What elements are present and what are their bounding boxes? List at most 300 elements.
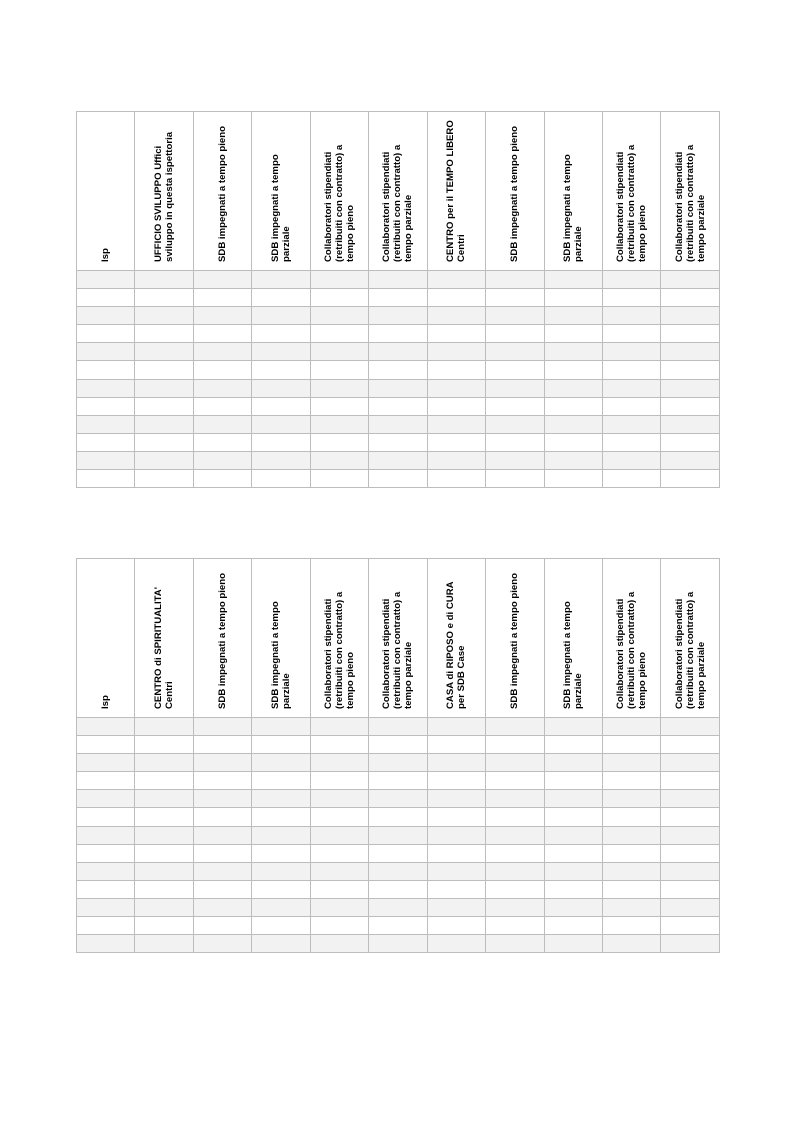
table-cell[interactable] (135, 790, 193, 808)
table-cell[interactable] (602, 844, 660, 862)
table-cell[interactable] (77, 289, 135, 307)
table-cell[interactable] (77, 397, 135, 415)
table-cell[interactable] (310, 772, 368, 790)
table-cell[interactable] (661, 772, 719, 790)
table-cell[interactable] (486, 433, 544, 451)
table-cell[interactable] (544, 844, 602, 862)
table-cell[interactable] (135, 289, 193, 307)
table-cell[interactable] (661, 935, 719, 953)
table-cell[interactable] (369, 917, 427, 935)
table-cell[interactable] (544, 433, 602, 451)
table-cell[interactable] (427, 415, 485, 433)
table-cell[interactable] (77, 917, 135, 935)
column-header-label: Isp (100, 248, 112, 262)
table-cell[interactable] (135, 379, 193, 397)
table-cell[interactable] (544, 862, 602, 880)
table-cell[interactable] (77, 826, 135, 844)
table-cell[interactable] (135, 736, 193, 754)
table-cell[interactable] (602, 451, 660, 469)
table-cell[interactable] (427, 718, 485, 736)
table-cell[interactable] (544, 935, 602, 953)
table-cell[interactable] (193, 935, 251, 953)
table-cell[interactable] (486, 736, 544, 754)
table-cell[interactable] (252, 826, 310, 844)
table-cell[interactable] (193, 844, 251, 862)
column-header-label: Collaboratori stipendiati (retribuiti con contratto) a tempo parziale (673, 591, 707, 709)
table-cell[interactable] (193, 379, 251, 397)
table-cell[interactable] (310, 271, 368, 289)
table-cell[interactable] (252, 736, 310, 754)
table-cell[interactable] (544, 718, 602, 736)
table-cell[interactable] (77, 307, 135, 325)
table-cell[interactable] (252, 935, 310, 953)
table-cell[interactable] (193, 772, 251, 790)
table-cell[interactable] (310, 844, 368, 862)
table-cell[interactable] (252, 470, 310, 488)
table-cell[interactable] (427, 397, 485, 415)
table-cell[interactable] (252, 433, 310, 451)
table-cell[interactable] (252, 898, 310, 916)
table-cell[interactable] (661, 307, 719, 325)
table-cell[interactable] (369, 844, 427, 862)
table-cell[interactable] (369, 862, 427, 880)
table-cell[interactable] (77, 361, 135, 379)
table-cell[interactable] (544, 917, 602, 935)
table-cell[interactable] (310, 808, 368, 826)
table-cell[interactable] (369, 880, 427, 898)
table-cell[interactable] (135, 844, 193, 862)
table-cell[interactable] (135, 917, 193, 935)
table-cell[interactable] (369, 898, 427, 916)
table-cell[interactable] (135, 433, 193, 451)
table-cell[interactable] (135, 808, 193, 826)
table-cell[interactable] (661, 808, 719, 826)
table-cell[interactable] (310, 361, 368, 379)
table-cell[interactable] (369, 772, 427, 790)
column-header (661, 559, 719, 718)
table-cell[interactable] (193, 361, 251, 379)
table-cell[interactable] (427, 935, 485, 953)
table-cell[interactable] (193, 415, 251, 433)
table-cell[interactable] (427, 844, 485, 862)
table-cell[interactable] (77, 470, 135, 488)
table-cell[interactable] (310, 451, 368, 469)
table-cell[interactable] (252, 917, 310, 935)
table-cell[interactable] (427, 289, 485, 307)
table-cell[interactable] (602, 826, 660, 844)
table-cell[interactable] (252, 451, 310, 469)
table-cell[interactable] (486, 880, 544, 898)
table-cell[interactable] (602, 718, 660, 736)
table-cell[interactable] (661, 790, 719, 808)
table-cell[interactable] (135, 898, 193, 916)
table-cell[interactable] (77, 880, 135, 898)
table-cell[interactable] (193, 790, 251, 808)
table-cell[interactable] (602, 343, 660, 361)
table-cell[interactable] (135, 772, 193, 790)
column-header (310, 559, 368, 718)
table-cell[interactable] (310, 343, 368, 361)
table-row (77, 271, 720, 289)
column-header-label: SDB impegnati a tempo parziale (270, 601, 293, 709)
table-cell[interactable] (369, 736, 427, 754)
table-cell[interactable] (427, 790, 485, 808)
table-cell[interactable] (193, 718, 251, 736)
table-cell[interactable] (486, 898, 544, 916)
table-cell[interactable] (369, 361, 427, 379)
table-row (77, 736, 720, 754)
table-cell[interactable] (544, 898, 602, 916)
table-cell[interactable] (661, 862, 719, 880)
table-cell[interactable] (77, 451, 135, 469)
table-cell[interactable] (135, 754, 193, 772)
table-cell[interactable] (193, 754, 251, 772)
table-cell[interactable] (77, 808, 135, 826)
table-row (77, 325, 720, 343)
table-cell[interactable] (602, 790, 660, 808)
table-cell[interactable] (661, 397, 719, 415)
table-cell[interactable] (544, 343, 602, 361)
table-cell[interactable] (193, 307, 251, 325)
table-cell[interactable] (369, 754, 427, 772)
table-cell[interactable] (544, 790, 602, 808)
table-cell[interactable] (602, 917, 660, 935)
table-cell[interactable] (427, 470, 485, 488)
table-cell[interactable] (544, 307, 602, 325)
table-cell[interactable] (602, 397, 660, 415)
table-cell[interactable] (310, 790, 368, 808)
table-cell[interactable] (486, 271, 544, 289)
table-cell[interactable] (252, 271, 310, 289)
column-header-label: Isp (100, 695, 112, 709)
table-cell[interactable] (544, 470, 602, 488)
table-cell[interactable] (602, 898, 660, 916)
table-cell[interactable] (544, 397, 602, 415)
table-cell[interactable] (310, 935, 368, 953)
table-cell[interactable] (602, 415, 660, 433)
table-cell[interactable] (193, 433, 251, 451)
table-cell[interactable] (369, 271, 427, 289)
table-cell[interactable] (252, 718, 310, 736)
table-cell[interactable] (427, 379, 485, 397)
table-cell[interactable] (310, 898, 368, 916)
table-cell[interactable] (77, 935, 135, 953)
table-cell[interactable] (427, 325, 485, 343)
table-cell[interactable] (427, 361, 485, 379)
table-cell[interactable] (661, 289, 719, 307)
table-cell[interactable] (77, 772, 135, 790)
table-cell[interactable] (252, 880, 310, 898)
table-cell[interactable] (193, 470, 251, 488)
table-cell[interactable] (193, 898, 251, 916)
table-cell[interactable] (310, 433, 368, 451)
table-cell[interactable] (427, 898, 485, 916)
table-cell[interactable] (77, 379, 135, 397)
table-cell[interactable] (310, 307, 368, 325)
table-cell[interactable] (544, 271, 602, 289)
table-cell[interactable] (544, 451, 602, 469)
table-cell[interactable] (252, 307, 310, 325)
table-cell[interactable] (77, 718, 135, 736)
table-cell[interactable] (602, 862, 660, 880)
table-cell[interactable] (252, 361, 310, 379)
table-cell[interactable] (369, 325, 427, 343)
table-cell[interactable] (427, 343, 485, 361)
table-cell[interactable] (486, 844, 544, 862)
table-cell[interactable] (427, 754, 485, 772)
table-cell[interactable] (310, 397, 368, 415)
table-cell[interactable] (661, 271, 719, 289)
table-cell[interactable] (77, 325, 135, 343)
table-cell[interactable] (486, 935, 544, 953)
table-row (77, 844, 720, 862)
table-cell[interactable] (602, 880, 660, 898)
table-cell[interactable] (252, 844, 310, 862)
column-header-label: SDB impegnati a tempo parziale (562, 601, 585, 709)
table-cell[interactable] (661, 718, 719, 736)
table-cell[interactable] (602, 271, 660, 289)
table-cell[interactable] (310, 736, 368, 754)
table-cell[interactable] (602, 307, 660, 325)
table-cell[interactable] (135, 718, 193, 736)
table-cell[interactable] (486, 826, 544, 844)
table-cell[interactable] (369, 289, 427, 307)
table-row (77, 379, 720, 397)
table-cell[interactable] (369, 379, 427, 397)
table-cell[interactable] (661, 898, 719, 916)
table-row (77, 451, 720, 469)
table-cell[interactable] (661, 415, 719, 433)
table-cell[interactable] (602, 935, 660, 953)
table-cell[interactable] (310, 754, 368, 772)
table-cell[interactable] (193, 289, 251, 307)
table-cell[interactable] (369, 935, 427, 953)
table-cell[interactable] (427, 917, 485, 935)
table-cell[interactable] (427, 433, 485, 451)
table-cell[interactable] (310, 470, 368, 488)
table-cell[interactable] (193, 736, 251, 754)
table-cell[interactable] (427, 880, 485, 898)
column-header-label: Collaboratori stipendiati (retribuiti con contratto) a tempo pieno (322, 144, 356, 262)
table-cell[interactable] (135, 343, 193, 361)
table-cell[interactable] (661, 343, 719, 361)
table-cell[interactable] (77, 433, 135, 451)
table-cell[interactable] (252, 379, 310, 397)
table-cell[interactable] (369, 307, 427, 325)
table-cell[interactable] (135, 470, 193, 488)
table-cell[interactable] (486, 415, 544, 433)
table-cell[interactable] (602, 772, 660, 790)
table-cell[interactable] (193, 917, 251, 935)
table-cell[interactable] (486, 917, 544, 935)
table-cell[interactable] (602, 470, 660, 488)
table-cell[interactable] (193, 451, 251, 469)
table-cell[interactable] (427, 826, 485, 844)
table-cell[interactable] (427, 808, 485, 826)
table-cell[interactable] (544, 325, 602, 343)
table-cell[interactable] (427, 271, 485, 289)
table-cell[interactable] (427, 307, 485, 325)
table-cell[interactable] (135, 451, 193, 469)
table-cell[interactable] (310, 325, 368, 343)
table-cell[interactable] (661, 754, 719, 772)
table-cell[interactable] (661, 325, 719, 343)
table-cell[interactable] (544, 754, 602, 772)
table-cell[interactable] (602, 379, 660, 397)
table-cell[interactable] (135, 325, 193, 343)
table-cell[interactable] (661, 451, 719, 469)
table-cell[interactable] (252, 289, 310, 307)
table-cell[interactable] (369, 343, 427, 361)
table-cell[interactable] (77, 736, 135, 754)
table-cell[interactable] (77, 844, 135, 862)
table-cell[interactable] (661, 379, 719, 397)
table-cell[interactable] (486, 361, 544, 379)
table-cell[interactable] (135, 880, 193, 898)
table-cell[interactable] (369, 415, 427, 433)
table-cell[interactable] (252, 808, 310, 826)
table-cell[interactable] (135, 397, 193, 415)
table-cell[interactable] (661, 880, 719, 898)
table-row (77, 898, 720, 916)
table-cell[interactable] (193, 880, 251, 898)
table-cell[interactable] (486, 808, 544, 826)
table-cell[interactable] (602, 289, 660, 307)
table-cell[interactable] (252, 754, 310, 772)
table-row (77, 397, 720, 415)
table-cell[interactable] (602, 325, 660, 343)
table-cell[interactable] (369, 718, 427, 736)
table-cell[interactable] (602, 433, 660, 451)
table-cell[interactable] (661, 736, 719, 754)
table-cell[interactable] (544, 289, 602, 307)
table-row (77, 415, 720, 433)
table-cell[interactable] (427, 862, 485, 880)
table-cell[interactable] (252, 397, 310, 415)
table-cell[interactable] (661, 844, 719, 862)
table-cell[interactable] (310, 718, 368, 736)
table-cell[interactable] (135, 935, 193, 953)
table-cell[interactable] (77, 862, 135, 880)
column-header (369, 112, 427, 271)
table-row (77, 343, 720, 361)
table-row (77, 433, 720, 451)
table-cell[interactable] (661, 470, 719, 488)
table-cell[interactable] (602, 361, 660, 379)
table-cell[interactable] (486, 307, 544, 325)
table-cell[interactable] (77, 898, 135, 916)
table-cell[interactable] (544, 379, 602, 397)
table-cell[interactable] (486, 451, 544, 469)
table-cell[interactable] (193, 808, 251, 826)
table-cell[interactable] (252, 343, 310, 361)
table-cell[interactable] (135, 415, 193, 433)
table-cell[interactable] (486, 862, 544, 880)
table-cell[interactable] (310, 917, 368, 935)
table-cell[interactable] (193, 325, 251, 343)
table-cell[interactable] (486, 343, 544, 361)
table-cell[interactable] (310, 880, 368, 898)
table-cell[interactable] (544, 736, 602, 754)
table-row (77, 917, 720, 935)
table-cell[interactable] (369, 808, 427, 826)
table-cell[interactable] (544, 826, 602, 844)
table-cell[interactable] (310, 289, 368, 307)
table-body (77, 271, 720, 488)
table-cell[interactable] (252, 790, 310, 808)
table-cell[interactable] (252, 415, 310, 433)
table-cell[interactable] (486, 754, 544, 772)
table-cell[interactable] (602, 754, 660, 772)
table-cell[interactable] (77, 415, 135, 433)
table-cell[interactable] (310, 862, 368, 880)
table-cell[interactable] (427, 772, 485, 790)
table-cell[interactable] (77, 754, 135, 772)
table-cell[interactable] (369, 433, 427, 451)
table-cell[interactable] (427, 451, 485, 469)
table-cell[interactable] (135, 826, 193, 844)
table-cell[interactable] (369, 470, 427, 488)
table-cell[interactable] (77, 271, 135, 289)
table-cell[interactable] (544, 415, 602, 433)
table-cell[interactable] (486, 397, 544, 415)
table-cell[interactable] (486, 772, 544, 790)
table-cell[interactable] (661, 917, 719, 935)
table-cell[interactable] (486, 470, 544, 488)
table-cell[interactable] (544, 880, 602, 898)
table-cell[interactable] (77, 343, 135, 361)
table-cell[interactable] (369, 826, 427, 844)
table-cell[interactable] (135, 271, 193, 289)
column-header-label: UFFICIO SVILUPPO Uffici sviluppo in questa ispettoria (153, 131, 176, 262)
table-cell[interactable] (486, 718, 544, 736)
table-cell[interactable] (661, 826, 719, 844)
table-cell[interactable] (661, 433, 719, 451)
table-cell[interactable] (252, 772, 310, 790)
table-cell[interactable] (602, 808, 660, 826)
column-header-label: Collaboratori stipendiati (retribuiti con contratto) a tempo pieno (322, 591, 356, 709)
table-cell[interactable] (369, 397, 427, 415)
table-cell[interactable] (252, 325, 310, 343)
table-cell[interactable] (486, 289, 544, 307)
table-cell[interactable] (427, 736, 485, 754)
table-cell[interactable] (135, 307, 193, 325)
table-cell[interactable] (193, 826, 251, 844)
table-cell[interactable] (661, 361, 719, 379)
table-cell[interactable] (310, 415, 368, 433)
table-cell[interactable] (310, 379, 368, 397)
table-cell[interactable] (544, 772, 602, 790)
table-cell[interactable] (252, 862, 310, 880)
column-header-label: CASA di RIPOSO e di CURA per SDB Case (445, 581, 468, 709)
table-cell[interactable] (193, 862, 251, 880)
table-cell[interactable] (77, 790, 135, 808)
table-cell[interactable] (544, 361, 602, 379)
table-cell[interactable] (486, 379, 544, 397)
table-cell[interactable] (135, 361, 193, 379)
table-cell[interactable] (310, 826, 368, 844)
table-cell[interactable] (486, 325, 544, 343)
table-cell[interactable] (193, 397, 251, 415)
table-cell[interactable] (486, 790, 544, 808)
table-cell[interactable] (602, 736, 660, 754)
table-cell[interactable] (544, 808, 602, 826)
table-cell[interactable] (193, 343, 251, 361)
table-cell[interactable] (369, 790, 427, 808)
table-cell[interactable] (369, 451, 427, 469)
table-cell[interactable] (135, 862, 193, 880)
table-cell[interactable] (193, 271, 251, 289)
